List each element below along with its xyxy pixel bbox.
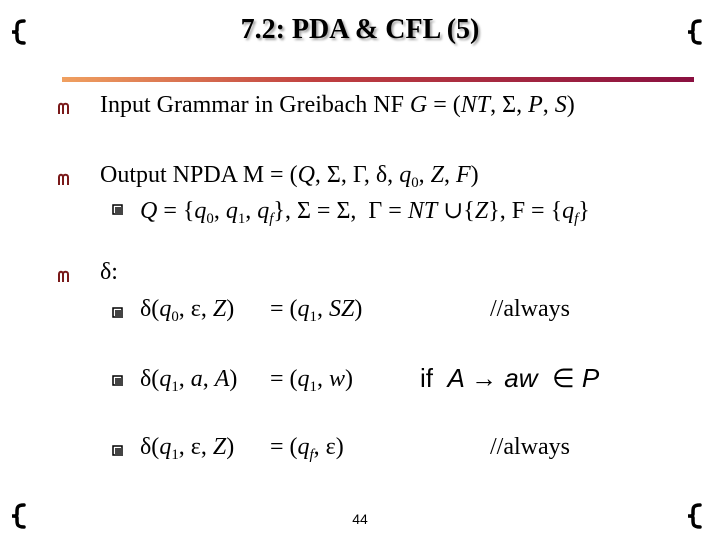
transition-2-note: if A → aw ∈ P: [420, 363, 600, 393]
square-bullet-icon: [112, 445, 124, 457]
transition-3-rhs: = ($q_f$, ε): [270, 434, 344, 464]
delta-label: δ:: [100, 259, 118, 285]
npda-components-line: $Q = \{q_0$, $q_1$, $q_f$}, Σ = Σ, Γ = NT ∪{Z}, $F = \{q_f\}$: [140, 198, 590, 228]
m-bullet-icon: [58, 269, 70, 283]
slide-title: 7.2: PDA & CFL (5): [240, 14, 480, 45]
transition-3-note: //always: [490, 434, 570, 460]
square-bullet-icon: [112, 307, 124, 319]
square-bullet-icon: [112, 375, 124, 387]
transition-2-lhs: $\delta(q_1$, a, A): [140, 366, 238, 396]
input-grammar-line: Input Grammar in Greibach NF G = (NT, Σ, P, S): [100, 92, 575, 118]
m-bullet-icon: [58, 101, 70, 115]
output-npda-line: Output NPDA M = (Q, Σ, Γ, δ, $q_0$, Z, F): [100, 162, 479, 192]
square-bullet-icon: [112, 204, 124, 216]
transition-3-lhs: $\delta(q_1$, ε, Z): [140, 434, 235, 464]
page-number: 44: [352, 511, 368, 527]
transition-2-rhs: = ($q_1$, w): [270, 366, 353, 396]
transition-1-rhs: = ($q_1$, SZ): [270, 296, 363, 326]
transition-1-note: //always: [490, 296, 570, 322]
title-divider: [62, 77, 694, 82]
transition-1-lhs: $\delta(q_0$, ε, Z): [140, 296, 235, 326]
m-bullet-icon: [58, 172, 70, 186]
